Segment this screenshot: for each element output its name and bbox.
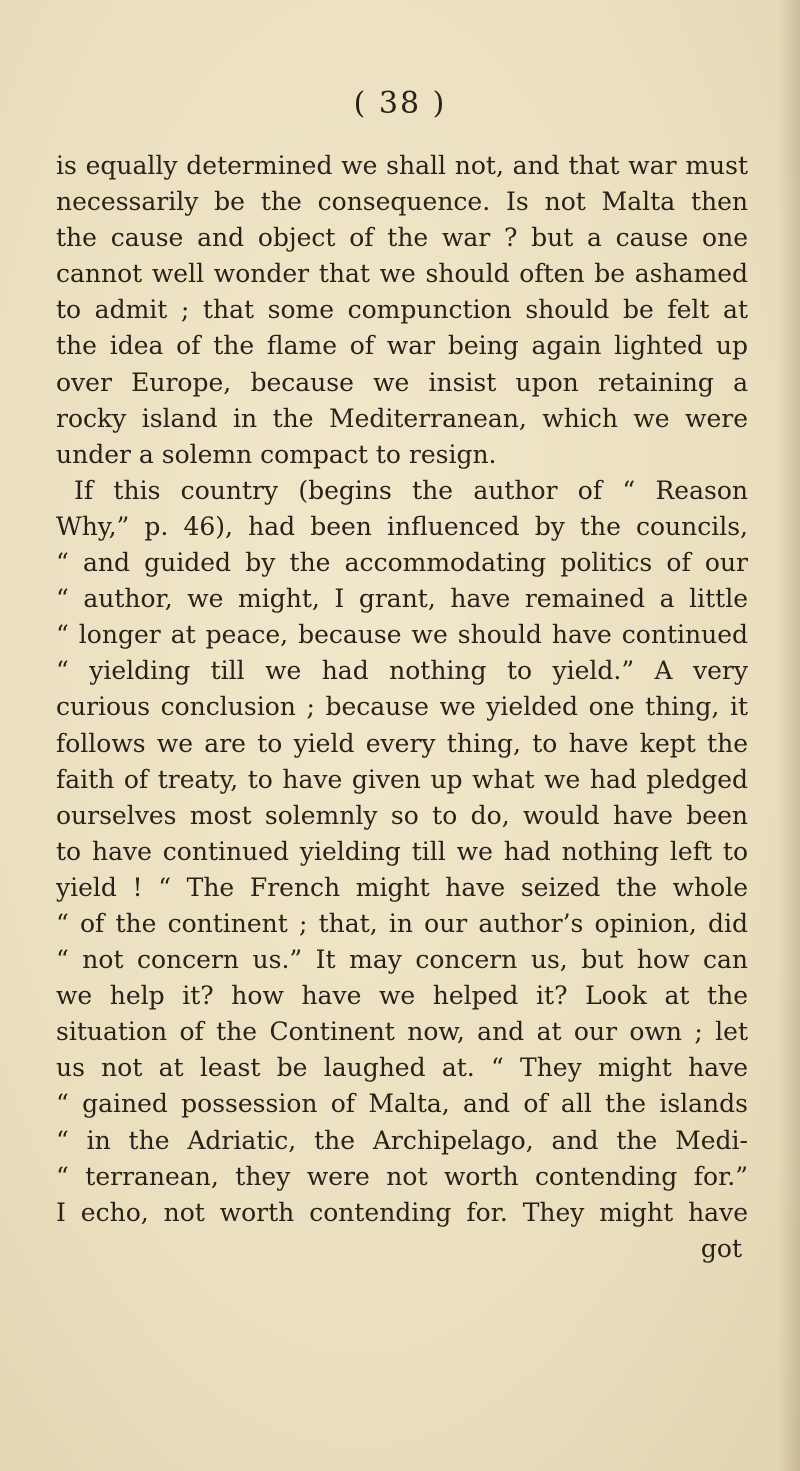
text-line: “ terranean, they were not worth contending for.” bbox=[56, 1161, 748, 1191]
text-line: Why,” p. 46), had been influenced by the councils, bbox=[56, 511, 748, 541]
text-line: curious conclusion ; because we yielded one thing, it bbox=[56, 692, 748, 722]
text-line: If this country (begins the author of “ Reason bbox=[74, 475, 748, 505]
text-line: us not at least be laughed at. “ They might have bbox=[56, 1053, 748, 1083]
text-line: faith of treaty, to have given up what we had pledged bbox=[56, 764, 748, 794]
text-line: cannot well wonder that we should often be ashamed bbox=[56, 259, 748, 289]
text-line: “ and guided by the accommodating politics of our bbox=[56, 548, 748, 578]
text-line: follows we are to yield every thing, to have kept the bbox=[56, 728, 748, 758]
text-line: to admit ; that some compunction should be felt at bbox=[56, 295, 748, 325]
text-line: “ not concern us.” It may concern us, but how can bbox=[56, 945, 748, 975]
text-line: under a solemn compact to resign. bbox=[56, 439, 497, 469]
text-line: is equally determined we shall not, and that war must bbox=[56, 151, 748, 180]
text-line: “ in the Adriatic, the Archipelago, and the Medi- bbox=[56, 1125, 748, 1155]
text-line: “ author, we might, I grant, have remained a little bbox=[56, 584, 748, 614]
page-number: ( 38 ) bbox=[353, 86, 447, 121]
text-line: “ longer at peace, because we should have continued bbox=[56, 620, 748, 650]
text-line: I echo, not worth contending for. They might have bbox=[56, 1197, 748, 1227]
text-line: ourselves most solemnly so to do, would have been bbox=[56, 800, 748, 830]
text-line: the idea of the flame of war being again lighted up bbox=[56, 331, 748, 361]
text-line: “ yielding till we had nothing to yield.” A very bbox=[56, 656, 748, 686]
text-line: the cause and object of the war ? but a cause one bbox=[56, 223, 748, 253]
text-line: yield ! “ The French might have seized the whole bbox=[56, 872, 748, 902]
text-line: rocky island in the Mediterranean, which we were bbox=[56, 403, 748, 433]
text-line: to have continued yielding till we had nothing left to bbox=[56, 836, 748, 866]
catchword: got bbox=[700, 1233, 742, 1263]
text-line: “ gained possession of Malta, and of all the islands bbox=[56, 1089, 748, 1119]
text-line: “ of the continent ; that, in our author’s opinion, did bbox=[56, 908, 748, 938]
page-edge-shadow bbox=[778, 0, 800, 1471]
text-line: over Europe, because we insist upon retaining a bbox=[56, 367, 748, 397]
text-line: situation of the Continent now, and at our own ; let bbox=[56, 1017, 748, 1047]
body-text bbox=[56, 148, 748, 1267]
text-line: necessarily be the consequence. Is not Malta then bbox=[56, 187, 748, 217]
text-line: we help it? how have we helped it? Look at the bbox=[56, 981, 748, 1011]
